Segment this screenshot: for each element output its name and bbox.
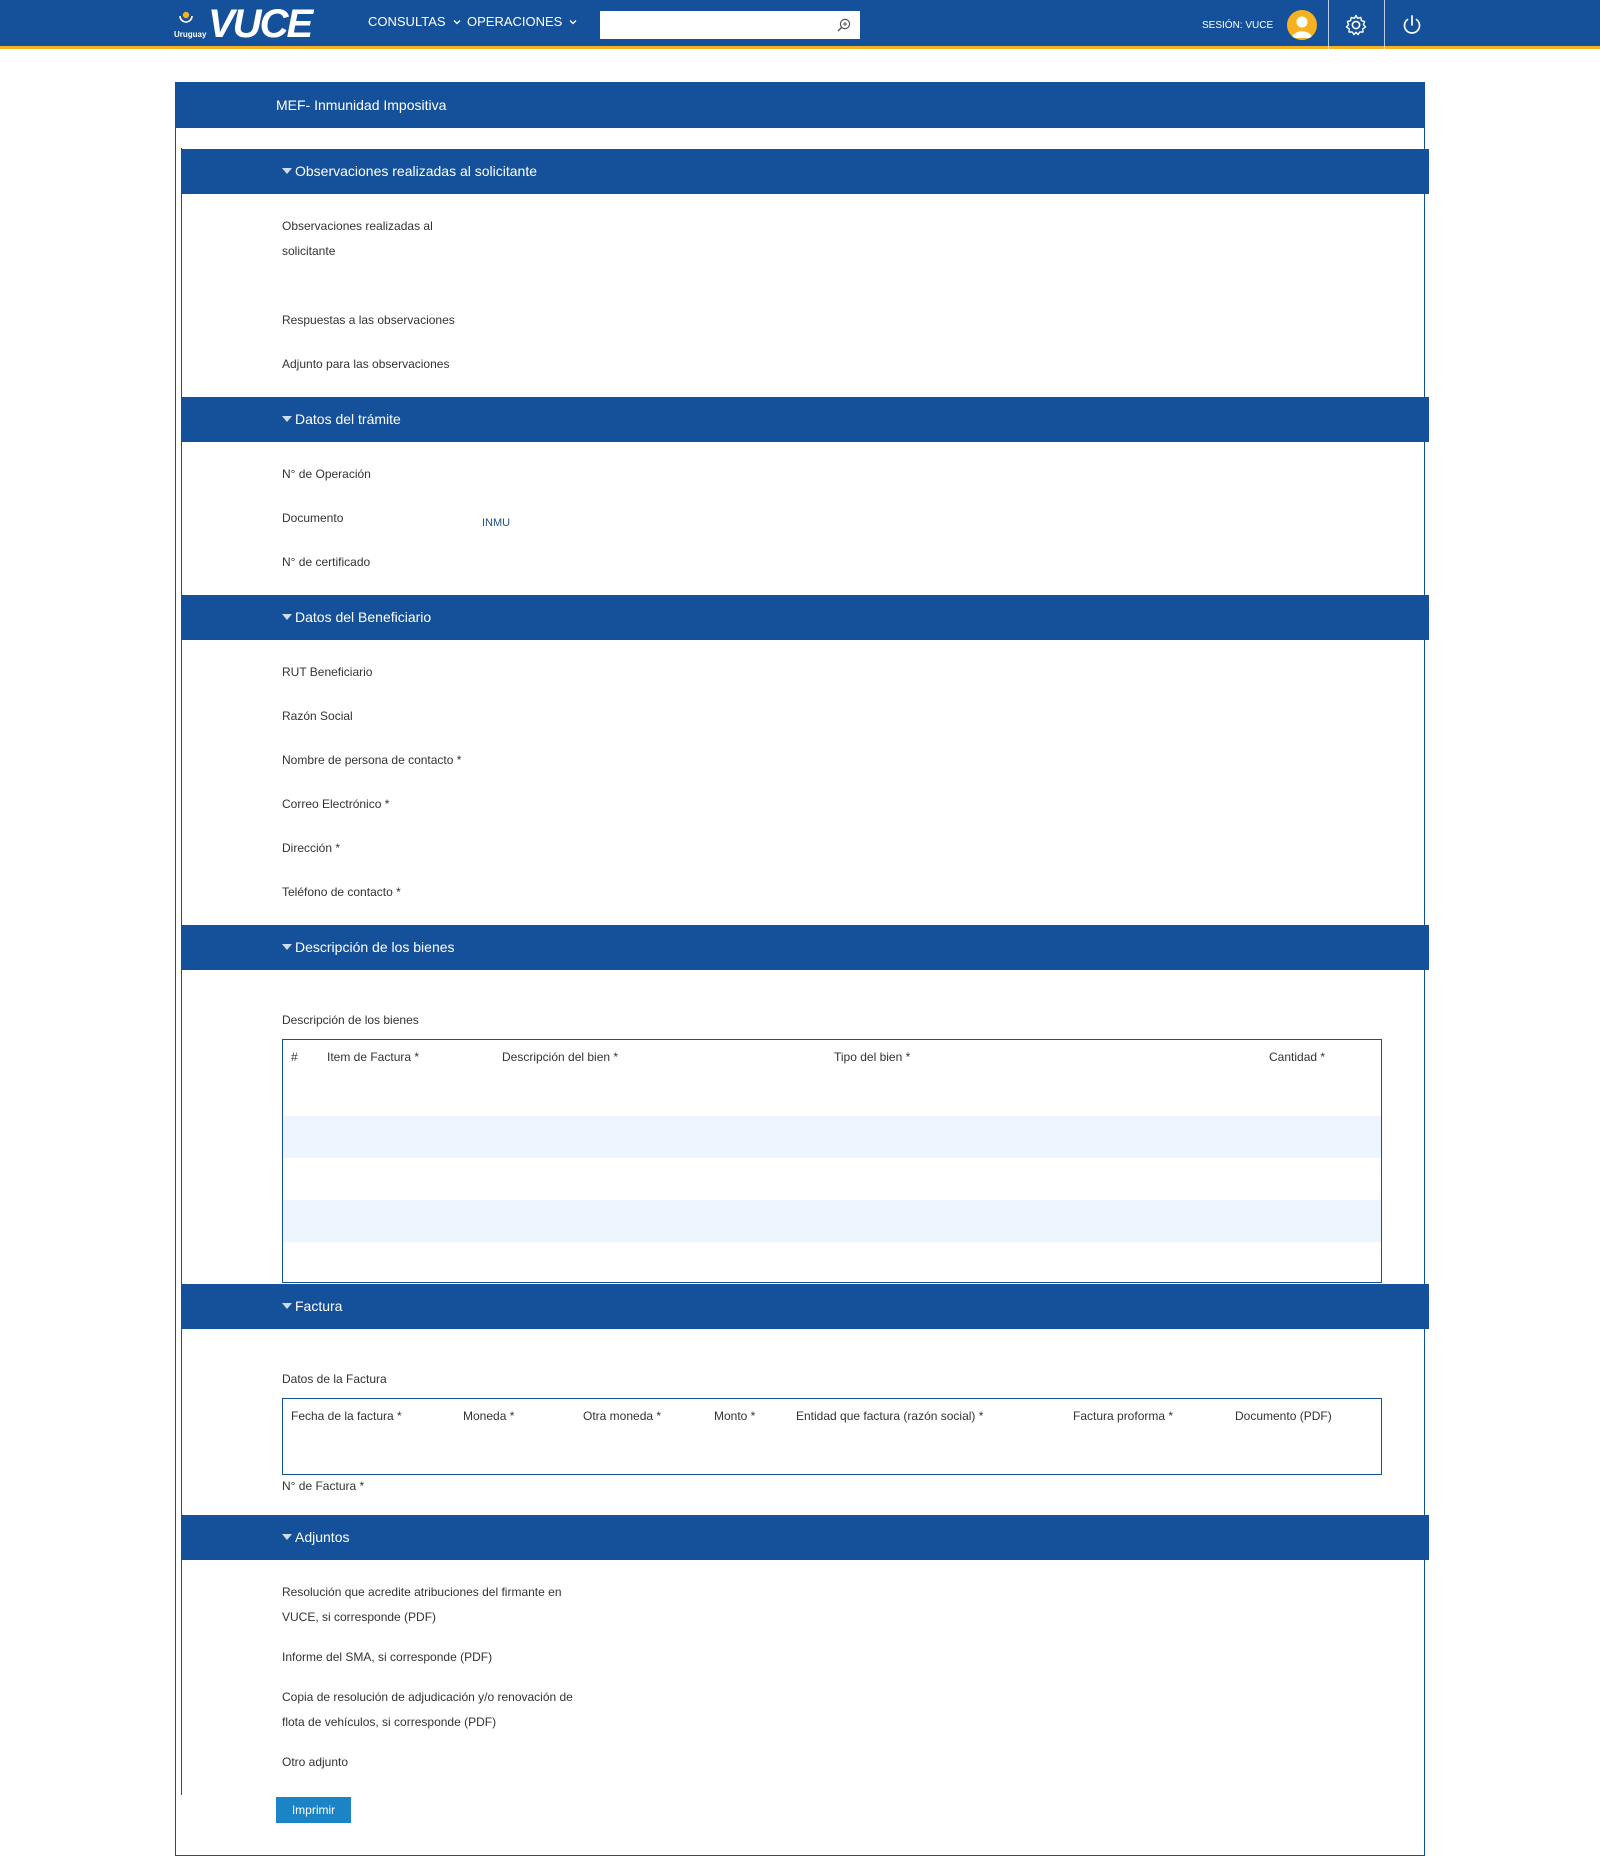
column-header: Moneda * bbox=[463, 1409, 515, 1423]
field-label-rut: RUT Beneficiario bbox=[282, 665, 373, 679]
section-adjuntos[interactable] bbox=[181, 1515, 1429, 1560]
sun-emblem-icon bbox=[178, 8, 194, 24]
caret-down-icon bbox=[282, 614, 292, 620]
nav-consultas-menu[interactable] bbox=[368, 14, 462, 29]
column-header: Factura proforma * bbox=[1073, 1409, 1174, 1423]
table-row[interactable] bbox=[283, 1116, 1381, 1158]
session-label: SESIÓN: VUCE bbox=[1202, 20, 1274, 31]
nav-consultas-label: CONSULTAS bbox=[368, 14, 446, 29]
caret-down-icon bbox=[282, 944, 292, 950]
field-label-observaciones: Observaciones realizadas al bbox=[282, 219, 433, 233]
field-label-correo: Correo Electrónico * bbox=[282, 797, 390, 811]
section-title: Adjuntos bbox=[295, 1529, 350, 1545]
factura-table bbox=[282, 1398, 1382, 1475]
field-label-copia-resolucion: Copia de resolución de adjudicación y/o renovación de bbox=[282, 1690, 573, 1704]
field-label-observaciones-cont: solicitante bbox=[282, 244, 336, 258]
field-label-informe-sma: Informe del SMA, si corresponde (PDF) bbox=[282, 1650, 493, 1664]
toolbar-divider bbox=[1328, 0, 1329, 49]
section-observaciones[interactable] bbox=[181, 149, 1429, 194]
field-label-telefono: Teléfono de contacto * bbox=[282, 885, 401, 899]
column-header: Entidad que factura (razón social) * bbox=[796, 1409, 984, 1423]
power-icon[interactable] bbox=[1400, 13, 1424, 37]
field-label-direccion: Dirección * bbox=[282, 841, 341, 855]
table-row[interactable] bbox=[283, 1074, 1381, 1116]
field-label-contacto: Nombre de persona de contacto * bbox=[282, 753, 462, 767]
caret-down-icon bbox=[282, 1534, 292, 1540]
top-navigation-bar bbox=[0, 0, 1600, 49]
section-datos-beneficiario[interactable] bbox=[181, 595, 1429, 640]
field-label-respuestas: Respuestas a las observaciones bbox=[282, 313, 455, 327]
chevron-down-icon bbox=[452, 17, 462, 27]
field-label-numero-factura: N° de Factura * bbox=[282, 1479, 365, 1493]
logo-country-text: Uruguay bbox=[174, 30, 207, 39]
section-datos-tramite[interactable] bbox=[181, 397, 1429, 442]
section-title: Descripción de los bienes bbox=[295, 939, 455, 955]
column-header: Monto * bbox=[714, 1409, 756, 1423]
field-label-operacion: N° de Operación bbox=[282, 467, 371, 481]
caret-down-icon bbox=[282, 168, 292, 174]
section-title: Datos del trámite bbox=[295, 411, 401, 427]
column-header: Fecha de la factura * bbox=[291, 1409, 402, 1423]
column-header: Cantidad * bbox=[1269, 1050, 1326, 1064]
column-header: # bbox=[291, 1050, 298, 1064]
form-title: MEF- Inmunidad Impositiva bbox=[276, 97, 447, 113]
search-input[interactable] bbox=[600, 11, 860, 39]
field-label-resolucion-firmante-cont: VUCE, si corresponde (PDF) bbox=[282, 1610, 437, 1624]
toolbar-divider bbox=[1384, 0, 1385, 49]
table-row[interactable] bbox=[283, 1242, 1381, 1284]
gear-icon[interactable] bbox=[1344, 13, 1368, 37]
logo-brand-text: VUCE bbox=[208, 2, 312, 46]
caret-down-icon bbox=[282, 1303, 292, 1309]
field-label-razon-social: Razón Social bbox=[282, 709, 353, 723]
section-title: Factura bbox=[295, 1298, 343, 1314]
print-button[interactable]: Imprimir bbox=[276, 1797, 351, 1823]
search-box bbox=[600, 11, 860, 39]
nav-operaciones-label: OPERACIONES bbox=[467, 14, 563, 29]
nav-operaciones-menu[interactable] bbox=[467, 14, 578, 29]
section-title: Observaciones realizadas al solicitante bbox=[295, 163, 538, 179]
section-descripcion-bienes[interactable] bbox=[181, 925, 1429, 970]
field-label-certificado: N° de certificado bbox=[282, 555, 371, 569]
table-label-factura: Datos de la Factura bbox=[282, 1372, 387, 1386]
vuce-logo[interactable] bbox=[172, 4, 322, 44]
caret-down-icon bbox=[282, 416, 292, 422]
field-label-adjunto-observaciones: Adjunto para las observaciones bbox=[282, 357, 450, 371]
field-label-copia-resolucion-cont: flota de vehículos, si corresponde (PDF) bbox=[282, 1715, 497, 1729]
search-icon[interactable] bbox=[836, 17, 852, 33]
table-row[interactable] bbox=[283, 1158, 1381, 1200]
field-value-documento: INMU bbox=[482, 517, 511, 529]
field-label-documento: Documento bbox=[282, 511, 344, 525]
table-label-bienes: Descripción de los bienes bbox=[282, 1013, 419, 1027]
chevron-down-icon bbox=[568, 17, 578, 27]
form-header bbox=[175, 82, 1425, 128]
bienes-table bbox=[282, 1039, 1382, 1283]
field-label-otro-adjunto: Otro adjunto bbox=[282, 1755, 349, 1769]
column-header: Documento (PDF) bbox=[1235, 1409, 1332, 1423]
column-header: Descripción del bien * bbox=[502, 1050, 619, 1064]
column-header: Otra moneda * bbox=[583, 1409, 662, 1423]
section-title: Datos del Beneficiario bbox=[295, 609, 432, 625]
column-header: Item de Factura * bbox=[327, 1050, 420, 1064]
table-row[interactable] bbox=[283, 1200, 1381, 1242]
section-factura[interactable] bbox=[181, 1284, 1429, 1329]
user-avatar-icon[interactable] bbox=[1287, 10, 1317, 40]
field-label-resolucion-firmante: Resolución que acredite atribuciones del firmante en bbox=[282, 1585, 562, 1599]
column-header: Tipo del bien * bbox=[834, 1050, 911, 1064]
